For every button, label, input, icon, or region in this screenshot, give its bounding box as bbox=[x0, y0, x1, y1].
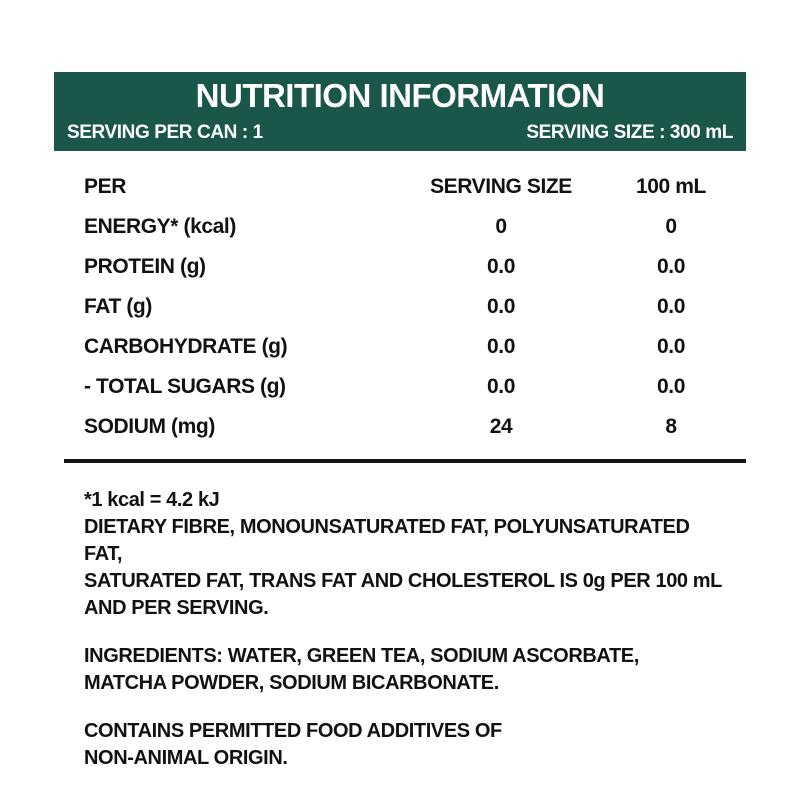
nutrition-label bbox=[54, 72, 746, 793]
nutrition-table bbox=[54, 151, 746, 447]
table-row-fat bbox=[54, 287, 746, 327]
nutrient-serving-value: 0.0 bbox=[487, 375, 515, 398]
serving-per-can-text: SERVING PER CAN : 1 bbox=[67, 122, 263, 143]
footnotes-section bbox=[54, 463, 746, 772]
zero-claim-paragraph bbox=[84, 487, 726, 622]
note-line: AND PER SERVING. bbox=[84, 597, 269, 619]
note-line: INGREDIENTS: WATER, GREEN TEA, SODIUM ASCORBATE, bbox=[84, 645, 639, 667]
additives-paragraph bbox=[84, 718, 726, 772]
nutrient-label: PROTEIN (g) bbox=[84, 255, 206, 278]
table-row-energy bbox=[54, 207, 746, 247]
column-header-per: PER bbox=[84, 175, 126, 198]
note-line: NON-ANIMAL ORIGIN. bbox=[84, 747, 288, 769]
nutrient-per100-value: 0.0 bbox=[657, 335, 685, 358]
nutrient-label: FAT (g) bbox=[84, 295, 152, 318]
label-header-banner bbox=[54, 72, 746, 151]
label-title: NUTRITION INFORMATION bbox=[195, 77, 605, 114]
note-line: SATURATED FAT, TRANS FAT AND CHOLESTEROL IS 0g PER 100 mL bbox=[84, 570, 723, 592]
nutrient-label: SODIUM (mg) bbox=[84, 415, 215, 438]
table-row-carbohydrate bbox=[54, 327, 746, 367]
column-header-serving-size: SERVING SIZE bbox=[430, 175, 572, 198]
nutrient-serving-value: 0.0 bbox=[487, 335, 515, 358]
serving-size-text: SERVING SIZE : 300 mL bbox=[526, 122, 733, 143]
nutrient-per100-value: 0.0 bbox=[657, 255, 685, 278]
nutrient-serving-value: 0.0 bbox=[487, 255, 515, 278]
nutrient-per100-value: 0.0 bbox=[657, 375, 685, 398]
nutrient-serving-value: 24 bbox=[489, 415, 513, 438]
note-line: CONTAINS PERMITTED FOOD ADDITIVES OF bbox=[84, 720, 502, 742]
column-header-100ml: 100 mL bbox=[636, 175, 706, 198]
nutrient-label: - TOTAL SUGARS (g) bbox=[84, 375, 286, 398]
nutrient-label: CARBOHYDRATE (g) bbox=[84, 335, 288, 358]
ingredients-paragraph bbox=[84, 643, 726, 697]
table-row-total-sugars bbox=[54, 367, 746, 407]
nutrient-serving-value: 0 bbox=[495, 215, 507, 238]
serving-info-row bbox=[67, 123, 733, 143]
nutrient-per100-value: 0 bbox=[665, 215, 677, 238]
table-row-sodium bbox=[54, 407, 746, 447]
note-line: MATCHA POWDER, SODIUM BICARBONATE. bbox=[84, 672, 499, 694]
nutrient-per100-value: 8 bbox=[665, 415, 677, 438]
table-row-protein bbox=[54, 247, 746, 287]
table-header-row bbox=[54, 167, 746, 207]
nutrient-per100-value: 0.0 bbox=[657, 295, 685, 318]
kcal-conversion-note: *1 kcal = 4.2 kJ bbox=[84, 489, 220, 511]
note-line: DIETARY FIBRE, MONOUNSATURATED FAT, POLYUNSATURATED FAT, bbox=[84, 516, 690, 565]
nutrient-serving-value: 0.0 bbox=[487, 295, 515, 318]
nutrient-label: ENERGY* (kcal) bbox=[84, 215, 236, 238]
